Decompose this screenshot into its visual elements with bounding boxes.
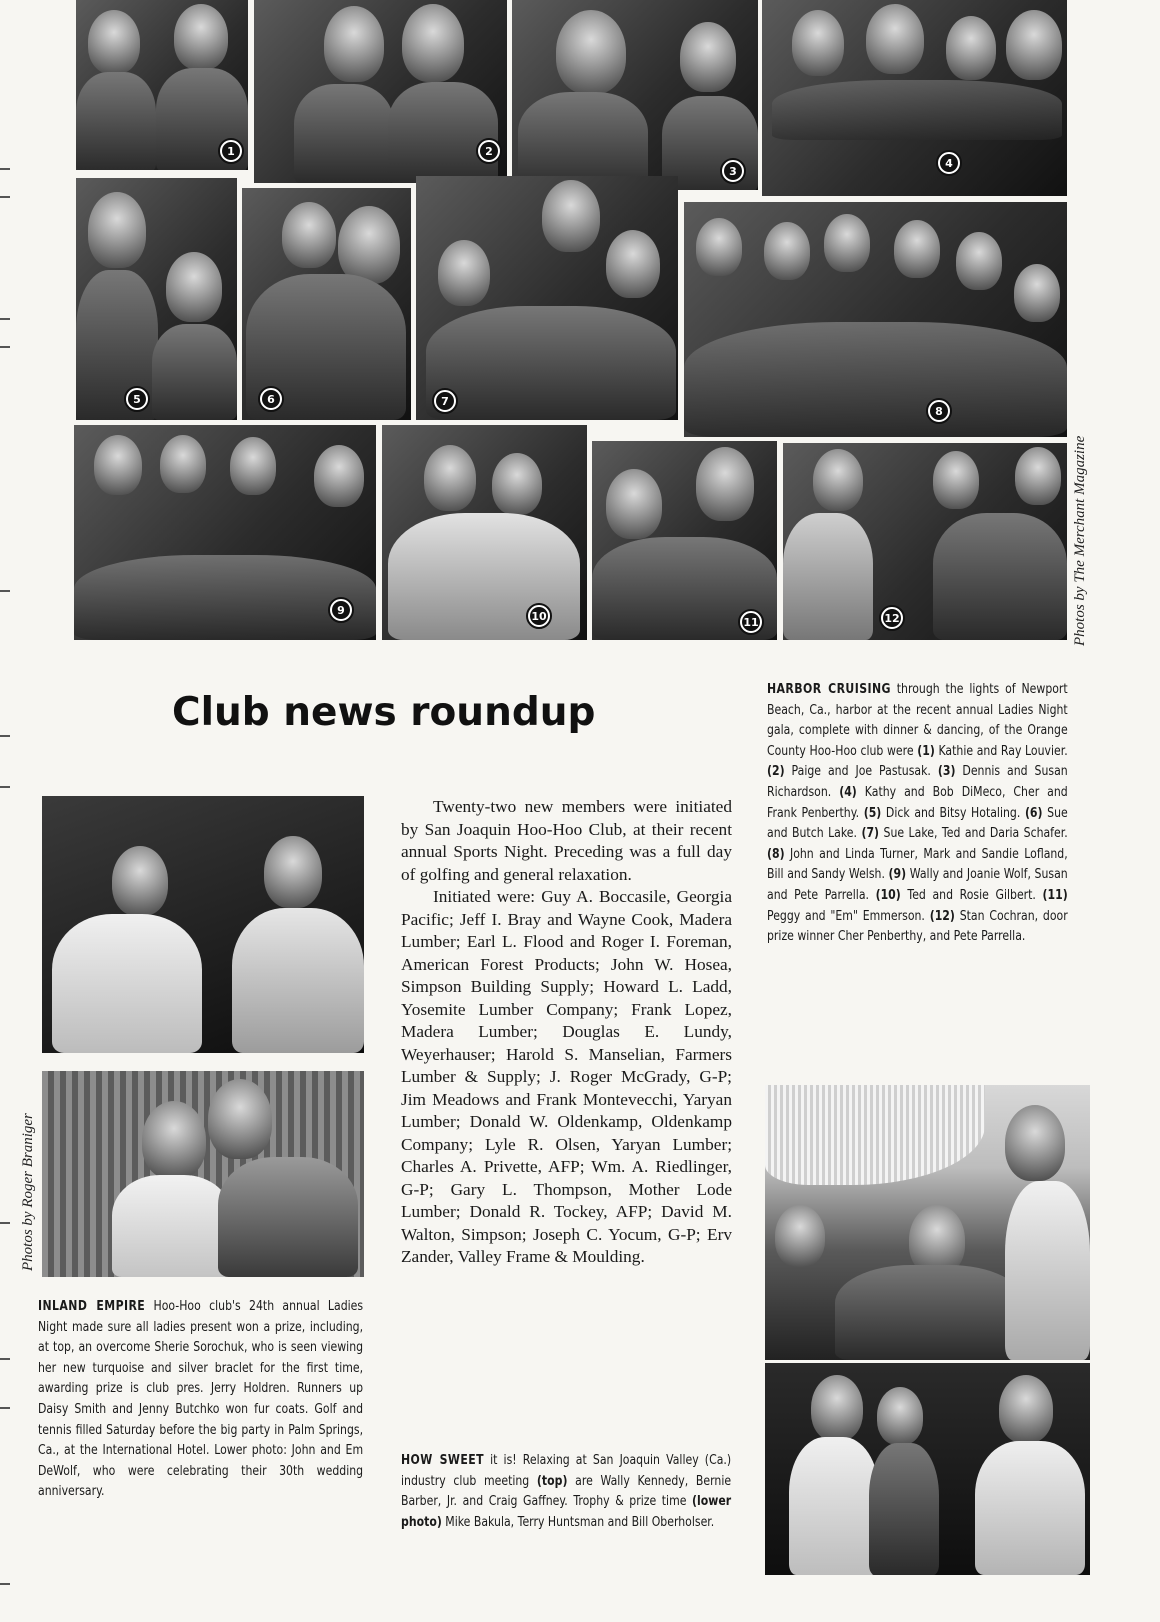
photo-number-badge: 3: [720, 158, 746, 184]
how-sweet-top-photo: [765, 1085, 1090, 1360]
photo-number-badge: 1: [218, 138, 244, 164]
photo-1: [76, 0, 248, 170]
photo-number-badge: 9: [328, 597, 354, 623]
inland-empire-top-photo: [42, 796, 364, 1053]
photo-number-badge: 6: [258, 386, 284, 412]
how-sweet-lower-photo: [765, 1363, 1090, 1575]
photo-2: [254, 0, 507, 183]
story-text: [401, 796, 732, 1269]
photo-8: [684, 202, 1067, 437]
photo-12: [783, 443, 1067, 640]
photo-5: [76, 178, 237, 420]
story-paragraph: Twenty-two new members were initiated by San Joaquin Hoo-Hoo Club, at their recent annual Sports Night. Preceding was a full day of golfing and general relaxation.: [401, 797, 732, 884]
page-title: Club news roundup: [172, 690, 596, 735]
photo-number-badge: 7: [432, 388, 458, 414]
binding-mark: [0, 318, 10, 320]
photo-7: [416, 176, 678, 420]
photo-6: [242, 188, 411, 420]
photo-3: [512, 0, 758, 190]
caption-lead: INLAND EMPIRE: [38, 1299, 146, 1314]
photo-number-badge: 8: [926, 398, 952, 424]
photo-number-badge: 5: [124, 386, 150, 412]
story-paragraph: Initiated were: Guy A. Boccasile, Georgia Pacific; Jeff I. Bray and Wayne Cook, Madera Lumber; Earl L. Flood and Roger I. Foreman, American Forest Products; John W. Hosea, Simpson Building Supply; Howard L. Ladd, Yosemite Lumber Company; Frank Lopez, Madera Lumber; Douglas E. Lundy, Weyerhauser; Harold S. Manselian, Farmers Lumber & Supply; J. Roger McGrady, G-P; Jim Meadows and Frank Montevecchi, Yaryan Lumber; Donald W. Oldenkamp, Oldenkamp Company; Lyle R. Olsen, Yaryan Lumber; Charles A. Privette, AFP; Wm. A. Riedlinger, G-P; Gary L. Thompson, Mother Lode Lumber; Donald R. Tockey, AFP; David M. Walton, Simpson; Joseph C. Yocum, G-P; Erv Zander, Valley Frame & Moulding.: [401, 887, 732, 1266]
top-photo-credit: Photos by The Merchant Magazine: [1072, 435, 1088, 646]
photo-number-badge: 2: [476, 138, 502, 164]
harbor-caption: HARBOR CRUISING through the lights of Newport Beach, Ca., harbor at the recent annual Ladies Night gala, complete with dinner & dancing, of the Orange County Hoo-Hoo club were (1) Kathie and Ray Louvier. (2) Paige and Joe Pastusak. (3) Dennis and Susan Richardson. (4) Kathy and Bob DiMeco, Cher and Frank Penberthy. (5) Dick and Bitsy Hotaling. (6) Sue and Butch Lake. (7) Sue Lake, Ted and Daria Schafer. (8) John and Linda Turner, Mark and Sandie Lofland, Bill and Sandy Welsh. (9) Wally and Joanie Wolf, Susan and Pete Parrella. (10) Ted and Rosie Gilbert. (11) Peggy and "Em" Emmerson. (12) Stan Cochran, door prize winner Cher Penberthy, and Pete Parrella.: [767, 682, 1068, 945]
binding-mark: [0, 346, 10, 348]
binding-mark: [0, 1407, 10, 1409]
photo-number-badge: 12: [879, 605, 905, 631]
binding-mark: [0, 196, 10, 198]
left-photo-credit: Photos by Roger Braniger: [20, 1113, 36, 1271]
photo-number-badge: 11: [738, 609, 764, 635]
photo-number-badge: 10: [526, 603, 552, 629]
binding-mark: [0, 1222, 10, 1224]
inland-caption: INLAND EMPIRE Hoo-Hoo club's 24th annual Ladies Night made sure all ladies present won a prize, including, at top, an overcome Sherie Sorochuk, who is seen viewing her new turquoise and silver braclet for the first time, awarding prize is club pres. Jerry Holdren. Runners up Daisy Smith and Jenny Butchko won fur coats. Golf and tennis filled Saturday before the big party in Palm Springs, Ca., at the International Hotel. Lower photo: John and Em DeWolf, who were celebrating their 30th wedding anniversary.: [38, 1299, 364, 1500]
binding-mark: [0, 786, 10, 788]
photo-10: [382, 425, 587, 640]
caption-lead: HOW SWEET: [401, 1453, 484, 1468]
binding-mark: [0, 590, 10, 592]
photo-4: [762, 0, 1067, 196]
caption-lead: HARBOR CRUISING: [767, 682, 891, 697]
sweet-caption: HOW SWEET it is! Relaxing at San Joaquin Valley (Ca.) industry club meeting (top) are Wally Kennedy, Bernie Barber, Jr. and Craig Gaffney. Trophy & prize time (lower photo) Mike Bakula, Terry Huntsman and Bill Oberholser.: [401, 1453, 732, 1530]
binding-mark: [0, 1358, 10, 1360]
binding-mark: [0, 735, 10, 737]
binding-mark: [0, 1583, 10, 1585]
photo-11: [592, 441, 777, 640]
photo-number-badge: 4: [936, 150, 962, 176]
binding-mark: [0, 168, 10, 170]
photo-9: [74, 425, 376, 640]
inland-empire-lower-photo: [42, 1071, 364, 1277]
